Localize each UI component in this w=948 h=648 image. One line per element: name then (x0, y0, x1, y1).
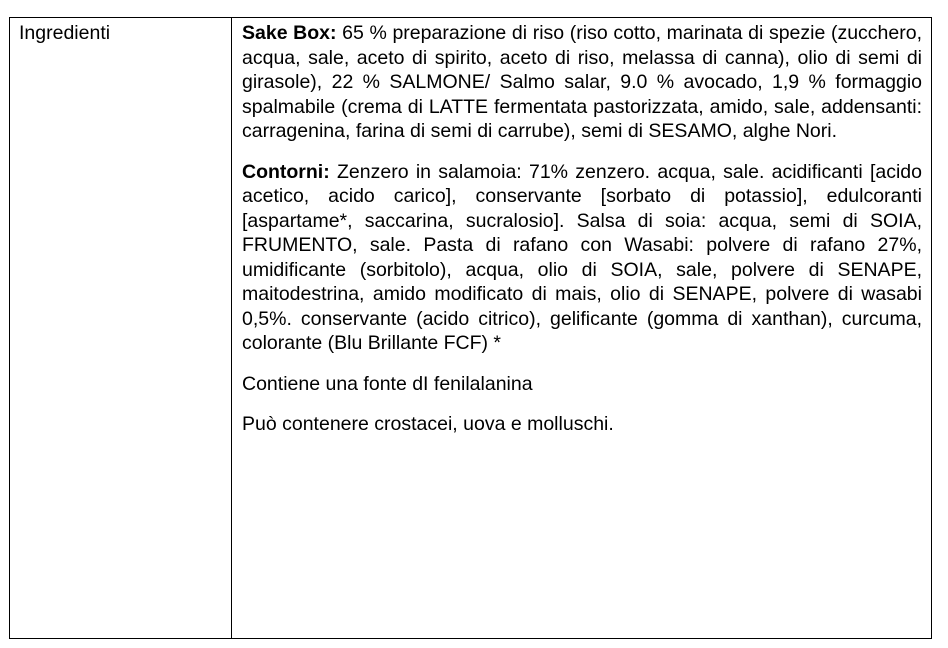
allergen-note: Può contenere crostacei, uova e molluschi. (242, 413, 614, 435)
column-divider (231, 18, 232, 638)
phenylalanine-note: Contiene una fonte dI fenilalanina (242, 372, 533, 395)
ingredients-content (242, 21, 922, 453)
sake-box-text: 65 % preparazione di riso (riso cotto, marinata di spezie (zucchero, acqua, sale, aceto di spirito, aceto di riso, melassa di canna), olio di semi di girasole), 22 % SALMONE/ Salmo salar, 9.0 % avocado, 1,9 % formaggio spalmabile (crema di LATTE fermentata pastorizzata, amido, sale, addensanti: carragenina, farina di semi di carrube), semi di SESAMO, alghe Nori. (242, 22, 922, 142)
ingredients-table (9, 17, 932, 639)
contorni-heading: Contorni: (242, 160, 330, 183)
contorni-paragraph (242, 160, 922, 356)
contorni-text: Zenzero in salamoia: 71% zenzero. acqua, sale. acidificanti [acido acetico, acido carico], conservante [sorbato di potassio], edulcoranti [aspartame*, saccarina, sucralosio]. Salsa di soia: acqua, semi di SOIA, FRUMENTO, sale. Pasta di rafano con Wasabi: polvere di rafano 27%, umidificante (sorbitolo), acqua, olio di SOIA, sale, polvere di SENAPE, maitodestrina, amido modificato di mais, olio di SENAPE, polvere di wasabi 0,5%. conservante (acido citrico), gelificante (gomma di xanthan), curcuma, colorante (Blu Brillante FCF) * (242, 160, 922, 354)
row-label: Ingredienti (19, 22, 111, 44)
sake-box-paragraph (242, 21, 922, 144)
sake-box-heading: Sake Box: (242, 22, 337, 44)
